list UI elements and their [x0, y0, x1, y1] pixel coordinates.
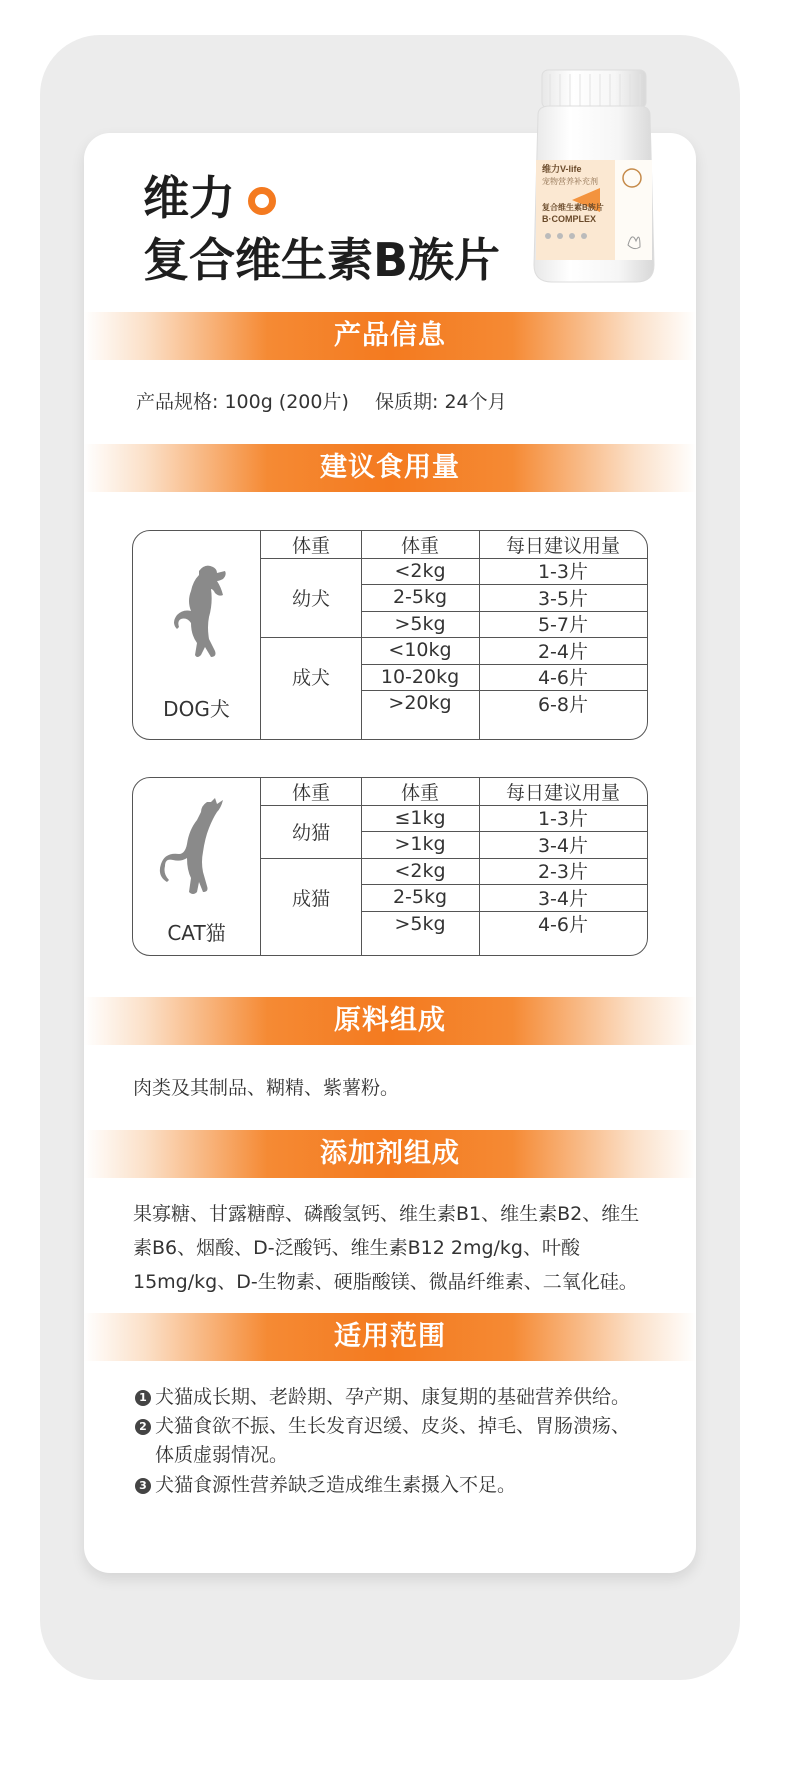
scope-item-text: 犬猫食欲不振、生长发育迟缓、皮炎、掉毛、胃肠溃疡、: [155, 1415, 631, 1437]
dog-dosage-table: [132, 530, 648, 740]
cat-dose-cell: 1-3片: [537, 808, 589, 831]
shelf-life: 保质期: 24个月: [375, 391, 507, 413]
section-title: 产品信息: [334, 320, 446, 351]
section-banner-dosage: [84, 444, 696, 492]
dog-silhouette-icon: [169, 561, 233, 671]
cat-weight-cell: 2-5kg: [392, 886, 448, 909]
scope-item-continuation: 体质虚弱情况。: [155, 1444, 289, 1466]
cat-header-cell: 体重: [400, 781, 439, 804]
section-banner-ingredients: [84, 997, 696, 1045]
section-title: 适用范围: [334, 1321, 446, 1352]
dog-header-cell: 体重: [400, 534, 439, 557]
scope-item: [135, 1411, 630, 1441]
additives-line: 15mg/kg、D-生物素、硬脂酸镁、微晶纤维素、二氧化硅。: [133, 1271, 638, 1293]
product-title-line1: 维力: [143, 171, 235, 225]
number-badge-icon: 2: [135, 1419, 151, 1435]
bottle-brand: 维力V-life: [542, 164, 582, 174]
cat-dose-cell: 3-4片: [537, 887, 589, 910]
cat-silhouette-icon: [157, 796, 237, 908]
section-title: 添加剂组成: [320, 1138, 460, 1169]
cat-header-cell: 体重: [291, 781, 330, 804]
dog-weight-cell: >20kg: [388, 692, 452, 715]
dog-header-cell: 体重: [291, 534, 330, 557]
cat-group-label: 幼猫: [291, 821, 330, 844]
scope-item: [135, 1382, 630, 1412]
section-title: 原料组成: [334, 1005, 446, 1036]
cat-label: CAT猫: [167, 921, 226, 945]
product-bottle-image: [520, 60, 670, 290]
additives-line: 果寡糖、甘露糖醇、磷酸氢钙、维生素B1、维生素B2、维生: [133, 1203, 640, 1225]
dog-dose-cell: 5-7片: [537, 614, 589, 637]
ingredients-text: 肉类及其制品、糊精、紫薯粉。: [133, 1077, 400, 1099]
dog-weight-cell: 10-20kg: [380, 665, 460, 688]
bottle-name-en: B·COMPLEX: [542, 214, 596, 224]
bottle-subtitle: 宠物营养补充剂: [542, 177, 598, 186]
dog-group-label: 成犬: [291, 667, 330, 690]
number-badge-icon: 1: [135, 1390, 151, 1406]
dog-group-label: 幼犬: [291, 587, 330, 610]
dog-weight-cell: 2-5kg: [392, 586, 448, 609]
bottle-name-cn: 复合维生素B族片: [542, 203, 604, 212]
cat-dosage-table: [132, 777, 648, 956]
section-banner-scope: [84, 1313, 696, 1361]
cat-weight-cell: <2kg: [394, 859, 446, 882]
dog-weight-cell: <2kg: [394, 559, 446, 582]
section-banner-product-info: [84, 312, 696, 360]
cat-column: [133, 778, 261, 955]
product-title-line2: 复合维生素B族片: [143, 233, 501, 287]
cat-weight-cell: >5kg: [394, 912, 446, 935]
dog-dose-cell: 4-6片: [537, 667, 589, 690]
cat-weight-cell: ≤1kg: [394, 806, 446, 829]
dog-dose-cell: 1-3片: [537, 561, 589, 584]
cat-dose-cell: 2-3片: [537, 861, 589, 884]
scope-item-text: 犬猫成长期、老龄期、孕产期、康复期的基础营养供给。: [155, 1386, 631, 1408]
section-banner-additives: [84, 1130, 696, 1178]
dog-column: [133, 531, 261, 739]
dog-weight-cell: >5kg: [394, 612, 446, 635]
cat-group-label: 成猫: [291, 887, 330, 910]
section-title: 建议食用量: [320, 452, 460, 483]
dog-weight-cell: <10kg: [388, 639, 452, 662]
cat-dose-cell: 3-4片: [537, 834, 589, 857]
dog-label: DOG犬: [163, 697, 230, 721]
cat-header-cell: 每日建议用量: [505, 781, 620, 804]
dog-dose-cell: 3-5片: [537, 587, 589, 610]
dog-dose-cell: 6-8片: [537, 693, 589, 716]
product-spec: 产品规格: 100g (200片): [136, 391, 349, 413]
dog-header-cell: 每日建议用量: [505, 534, 620, 557]
dog-dose-cell: 2-4片: [537, 640, 589, 663]
number-badge-icon: 3: [135, 1478, 151, 1494]
cat-weight-cell: >1kg: [394, 833, 446, 856]
scope-item: [135, 1470, 516, 1500]
cat-dose-cell: 4-6片: [537, 914, 589, 937]
orange-ring-icon: [248, 187, 276, 215]
additives-line: 素B6、烟酸、D-泛酸钙、维生素B12 2mg/kg、叶酸: [133, 1237, 580, 1259]
scope-item-text: 犬猫食源性营养缺乏造成维生素摄入不足。: [155, 1474, 517, 1496]
